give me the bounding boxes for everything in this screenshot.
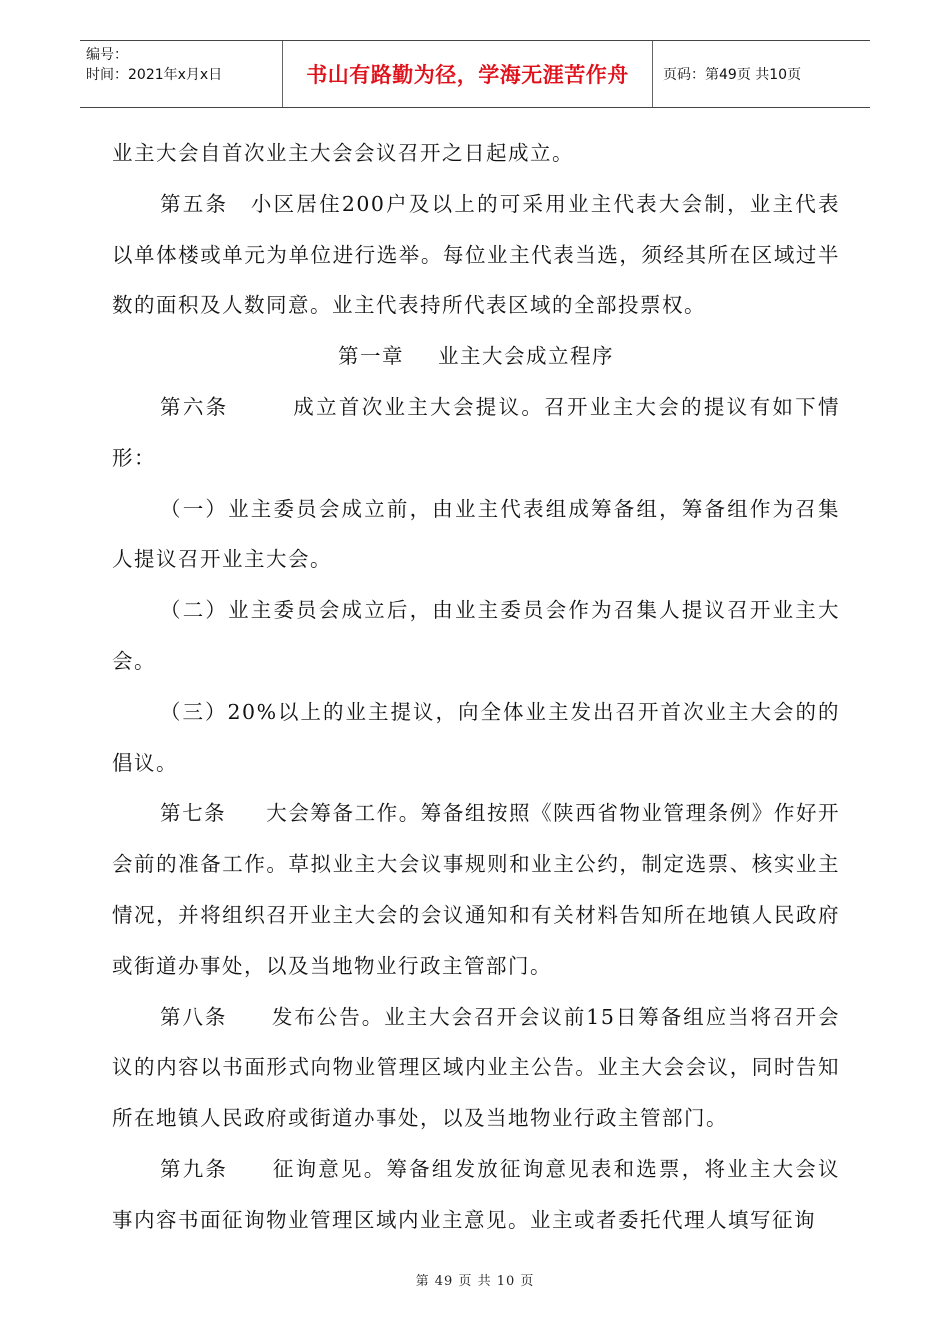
- article-label: 第九条: [160, 1156, 229, 1181]
- page-header: [80, 40, 870, 108]
- article-label: 第七条: [160, 801, 227, 826]
- header-meta: [80, 41, 283, 107]
- header-page-info: 页码：第49页 共10页: [663, 67, 802, 83]
- paragraph: 业主大会自首次业主大会会议召开之日起成立。: [112, 141, 574, 165]
- article-label: 第八条: [160, 1004, 228, 1029]
- chapter-title: 业主大会成立程序: [438, 344, 614, 369]
- article-label: 第六条: [160, 394, 229, 419]
- article-text: 发布公告。业主大会召开会议前15日筹备组应当将召开会议的内容以书面形式向物业管理区域内业主公告。业主大会会议，同时告知所在地镇人民政府或街道办事处，以及当地物业行政主管部门。: [112, 1004, 840, 1131]
- document-date: 时间：2021年x月x日: [86, 67, 223, 83]
- list-item: （三）20%以上的业主提议，向全体业主发出召开首次业主大会的的倡议。: [112, 699, 840, 775]
- article-text: 成立首次业主大会提议。召开业主大会的提议有如下情形：: [112, 394, 841, 470]
- document-body: [112, 128, 840, 1246]
- document-number-label: 编号：: [86, 47, 128, 63]
- article-text: 征询意见。筹备组发放征询意见表和选票，将业主大会议事内容书面征询物业管理区域内业主意见。业主或者委托代理人填写征询: [112, 1156, 841, 1232]
- article-paragraph: [112, 992, 840, 1144]
- list-item: （二）业主委员会成立后，由业主委员会作为召集人提议召开业主大会。: [112, 598, 840, 673]
- article-paragraph: [112, 382, 840, 484]
- article-paragraph: [112, 179, 840, 331]
- article-text: 大会筹备工作。筹备组按照《陕西省物业管理条例》作好开会前的准备工作。草拟业主大会议事规则和业主公约，制定选票、核实业主情况，并将组织召开业主大会的会议通知和有关材料告知所在地镇人民政府或街道办事处，以及当地物业行政主管部门。: [112, 801, 841, 978]
- article-text: 小区居住200户及以上的可采用业主代表大会制，业主代表以单体楼或单元为单位进行选举。每位业主代表当选，须经其所在区域过半数的面积及人数同意。业主代表持所代表区域的全部投票权。: [112, 191, 840, 318]
- chapter-number: 第一章: [338, 344, 404, 369]
- article-paragraph: [112, 788, 840, 991]
- page-footer: 第 49 页 共 10 页: [415, 1274, 535, 1289]
- article-paragraph: [112, 1144, 840, 1246]
- chapter-heading: [112, 331, 840, 382]
- list-item: （一）业主委员会成立前，由业主代表组成筹备组，筹备组作为召集人提议召开业主大会。: [112, 496, 840, 572]
- header-slogan: 书山有路勤为径，学海无涯苦作舟: [283, 41, 653, 107]
- article-label: 第五条: [160, 191, 229, 216]
